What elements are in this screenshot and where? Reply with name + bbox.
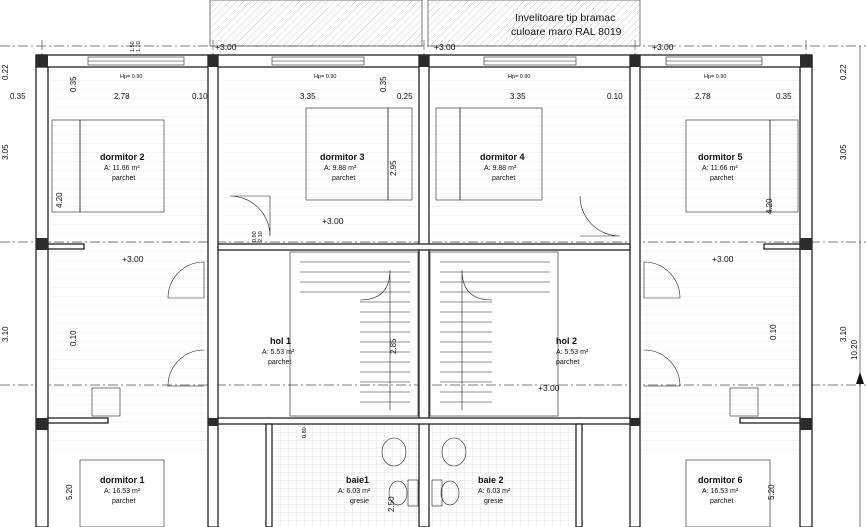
room-hol-2 bbox=[556, 336, 589, 366]
side-dim-left-b: 3.10 bbox=[1, 326, 10, 342]
room-area: A: 6.03 m² bbox=[478, 488, 511, 495]
small-label-210: 2.10 bbox=[258, 231, 264, 242]
small-label-120: 1.20 bbox=[136, 41, 142, 52]
room-name: dormitor 3 bbox=[320, 152, 365, 162]
roof-note-line2: culoare maro RAL 8019 bbox=[511, 26, 622, 38]
room-name: baie 2 bbox=[478, 475, 504, 485]
roof-note-line1: Invelitoare tip bramac bbox=[515, 12, 616, 24]
top-dim-1: 0.35 bbox=[10, 92, 26, 101]
inner-dim-r010: 0.10 bbox=[769, 324, 778, 340]
top-dim-7: 0.10 bbox=[607, 92, 623, 101]
room-name: baie1 bbox=[346, 475, 370, 485]
room-floor: parchet bbox=[710, 175, 734, 182]
top-dim-4: 3.35 bbox=[300, 92, 316, 101]
top-dim-6: 3.35 bbox=[510, 92, 526, 101]
room-area: A: 5.53 m² bbox=[262, 349, 295, 356]
small-label-090: 0.90 bbox=[252, 231, 258, 242]
room-name: dormitor 1 bbox=[100, 475, 145, 485]
room-floor: parchet bbox=[710, 498, 734, 505]
room-floor: parchet bbox=[112, 175, 136, 182]
right-edge-marker bbox=[856, 46, 864, 527]
room-area: A: 16.53 m² bbox=[702, 488, 739, 495]
room-area: A: 9.88 m² bbox=[484, 165, 517, 172]
side-dim-right-a: 3.05 bbox=[839, 144, 848, 160]
level-top-right: +3.00 bbox=[652, 42, 674, 52]
side-dim-right-b: 3.10 bbox=[839, 326, 848, 342]
inner-dim-l010: 0.10 bbox=[69, 330, 78, 346]
room-name: dormitor 4 bbox=[480, 152, 525, 162]
top-dim-2: 2.78 bbox=[114, 92, 130, 101]
level-top-left: +3.00 bbox=[215, 42, 237, 52]
small-label-080: 0.80 bbox=[302, 427, 308, 438]
inner-dim-c285: 2.85 bbox=[389, 338, 398, 354]
room-name: dormitor 5 bbox=[698, 152, 743, 162]
side-dim-right-total: 10.20 bbox=[850, 339, 859, 360]
room-floor: parchet bbox=[112, 498, 136, 505]
window-note-1: Hp= 0.90 bbox=[120, 74, 143, 80]
room-area: A: 9.88 m² bbox=[324, 165, 357, 172]
room-dormitor-6 bbox=[698, 475, 743, 505]
window-note-2: Hp= 0.90 bbox=[314, 74, 337, 80]
inner-dim-r520: 5.20 bbox=[767, 484, 776, 500]
level-room-center: +3.00 bbox=[322, 216, 344, 226]
inner-dim-r035: 0.35 bbox=[379, 76, 388, 92]
room-area: A: 11.66 m² bbox=[104, 165, 140, 172]
room-floor: gresie bbox=[484, 498, 504, 505]
room-area: A: 6.03 m² bbox=[338, 488, 371, 495]
room-floor: gresie bbox=[350, 498, 370, 505]
room-floor: parchet bbox=[332, 175, 356, 182]
room-floor: parchet bbox=[268, 359, 292, 366]
level-hall-right: +3.00 bbox=[538, 383, 560, 393]
inner-dim-l420: 4.20 bbox=[55, 192, 64, 208]
room-name: dormitor 2 bbox=[100, 152, 145, 162]
level-room-left: +3.00 bbox=[122, 254, 144, 264]
window-note-4: Hp= 0.90 bbox=[704, 74, 727, 80]
side-dim-left-top: 0.22 bbox=[1, 64, 10, 80]
room-name: hol 2 bbox=[556, 336, 578, 346]
room-area: A: 16.53 m² bbox=[104, 488, 141, 495]
room-floor: parchet bbox=[556, 359, 580, 366]
level-room-right: +3.00 bbox=[712, 254, 734, 264]
room-name: hol 1 bbox=[270, 336, 292, 346]
side-dim-right-top: 0.22 bbox=[839, 64, 848, 80]
level-top-mid: +3.00 bbox=[434, 42, 456, 52]
room-dormitor-1 bbox=[100, 475, 145, 505]
top-dim-3: 0.10 bbox=[192, 92, 208, 101]
inner-dim-l035: 0.35 bbox=[69, 76, 78, 92]
top-dim-9: 0.35 bbox=[776, 92, 792, 101]
room-floor: parchet bbox=[492, 175, 516, 182]
top-dim-5: 0.25 bbox=[397, 92, 413, 101]
room-name: dormitor 6 bbox=[698, 475, 743, 485]
room-area: A: 5.53 m² bbox=[556, 349, 589, 356]
small-label-150: 1.50 bbox=[130, 41, 136, 52]
inner-dim-r420: 4.20 bbox=[765, 198, 774, 214]
inner-dim-l520: 5.20 bbox=[65, 484, 74, 500]
inner-dim-c250: 2.50 bbox=[387, 496, 396, 512]
room-area: A: 11.66 m² bbox=[702, 165, 738, 172]
inner-dim-c295: 2.95 bbox=[389, 160, 398, 176]
window-note-3: Hp= 0.90 bbox=[508, 74, 531, 80]
side-dim-left-a: 3.05 bbox=[1, 144, 10, 160]
top-dim-8: 2.78 bbox=[695, 92, 711, 101]
room-hol-1 bbox=[262, 336, 295, 366]
